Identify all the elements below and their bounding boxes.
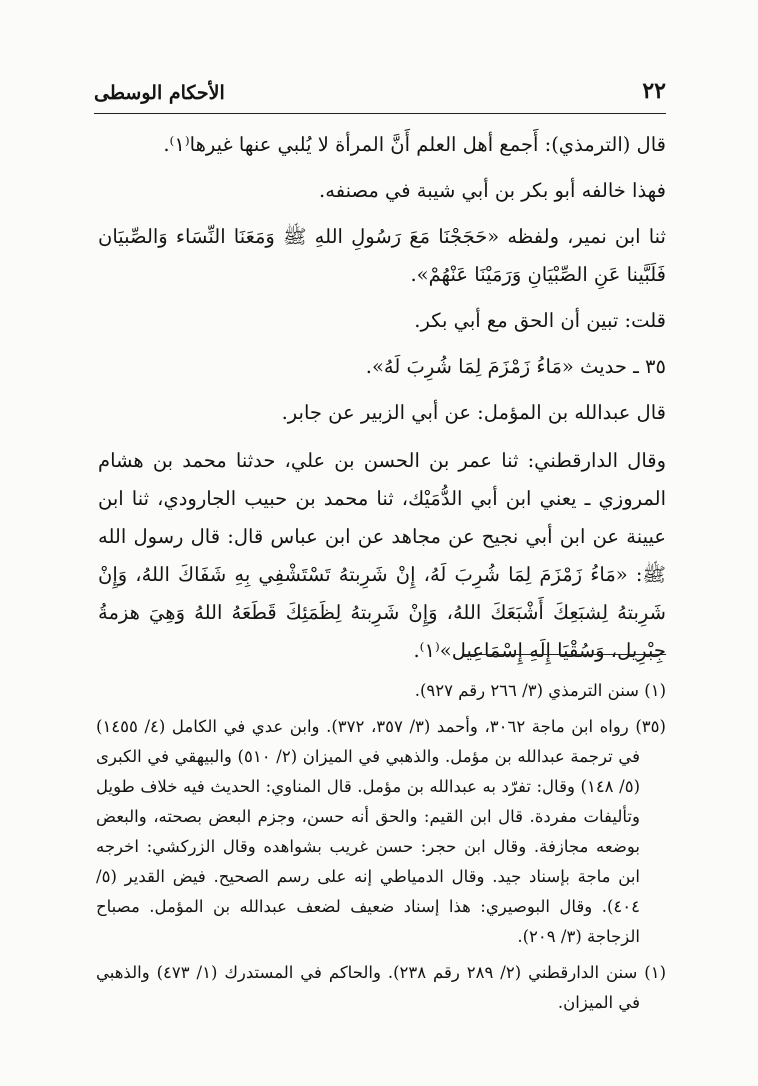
hadith-heading: ٣٥ ـ حديث «مَاءُ زَمْزَمَ لِمَا شُرِبَ لَهُ». — [365, 355, 666, 378]
main-text — [98, 126, 666, 678]
paragraph: قال عبدالله بن المؤمل: عن أبي الزبير عن جابر. — [281, 401, 666, 424]
running-title: الأحكام الوسطى — [94, 82, 225, 104]
paragraph: ثنا ابن نمير، ولفظه «حَجَجْنَا مَعَ رَسُولِ اللهِ ﷺ وَمَعَنَا النِّسَاء وَالصِّبيَان فَلَبَّينا عَنِ الصِّبْيَانِ وَرَمَيْنَا عَنْهُمْ». — [98, 225, 666, 286]
page-number: ٢٢ — [642, 78, 666, 104]
paragraph: وقال الدارقطني: ثنا عمر بن الحسن بن علي، حدثنا محمد بن هشام المروزي ـ يعني ابن أبي الدُّمَيْك، ثنا محمد بن حبيب الجارودي، ثنا ابن عيينة عن ابن أبي نجيح عن مجاهد عن ابن عباس قال: قال رسول الله ﷺ: «مَاءُ زَمْزَمَ لِمَا شُرِبَ لَهُ، إِنْ شَرِبتهُ تَسْتَشْفِي بِهِ شَفَاكَ اللهُ، وَإِنْ شَرِبتهُ لِشبَعِكَ أَشْبَعَكَ اللهُ، وَإِنْ شَرِبتهُ لِظَمَئِكَ قَطَعَهُ اللهُ وَهِيَ هزمةُ جِبْرِيل، وَسُقْيَا إِلَهِ إِسْمَاعِيل»⁽١⁾. — [98, 449, 666, 662]
page-header — [94, 76, 666, 116]
footnote: (٣٥) رواه ابن ماجة ٣٠٦٢، وأحمد (٣/ ٣٥٧، ٣٧٢). وابن عدي في الكامل (٤/ ١٤٥٥) في ترجمة عبدالله بن مؤمل. والذهبي في الميزان (٢/ ٥١٠) والبيهقي في الكبرى (٥/ ١٤٨) وقال: تفرّد به عبدالله بن مؤمل. قال المناوي: الحديث فيه خلاف طويل وتأليفات مفردة. قال ابن القيم: والحق أنه حسن، وجزم البعض بصحته، والبعض بوضعه مجازفة. وقال ابن حجر: حسن غريب بشواهده وقال الزركشي: اخرجه ابن ماجة بإسناد جيد. وقال الدمياطي إنه على رسم الصحيح. فيض القدير (٥/ ٤٠٤). وقال البوصيري: هذا إسناد ضعيف لضعف عبدالله بن المؤمل. مصباح الزجاجة (٣/ ٢٠٩). — [96, 717, 666, 946]
footnote-separator — [462, 654, 666, 655]
footnote: (١) سنن الترمذي (٣/ ٢٦٦ رقم ٩٢٧). — [414, 681, 666, 700]
footnote: (١) سنن الدارقطني (٢/ ٢٨٩ رقم ٢٣٨). والحاكم في المستدرك (١/ ٤٧٣) والذهبي في الميزان. — [96, 963, 666, 1012]
paragraph: قال (الترمذي): أَجمع أهل العلم أَنَّ المرأة لا يُلبي عنها غيرها⁽١⁾. — [163, 133, 666, 156]
paragraph: فهذا خالفه أبو بكر بن أبي شيبة في مصنفه. — [319, 179, 666, 202]
paragraph: قلت: تبين أن الحق مع أبي بكر. — [414, 309, 666, 332]
header-rule — [94, 113, 666, 114]
footnotes — [96, 676, 666, 1024]
